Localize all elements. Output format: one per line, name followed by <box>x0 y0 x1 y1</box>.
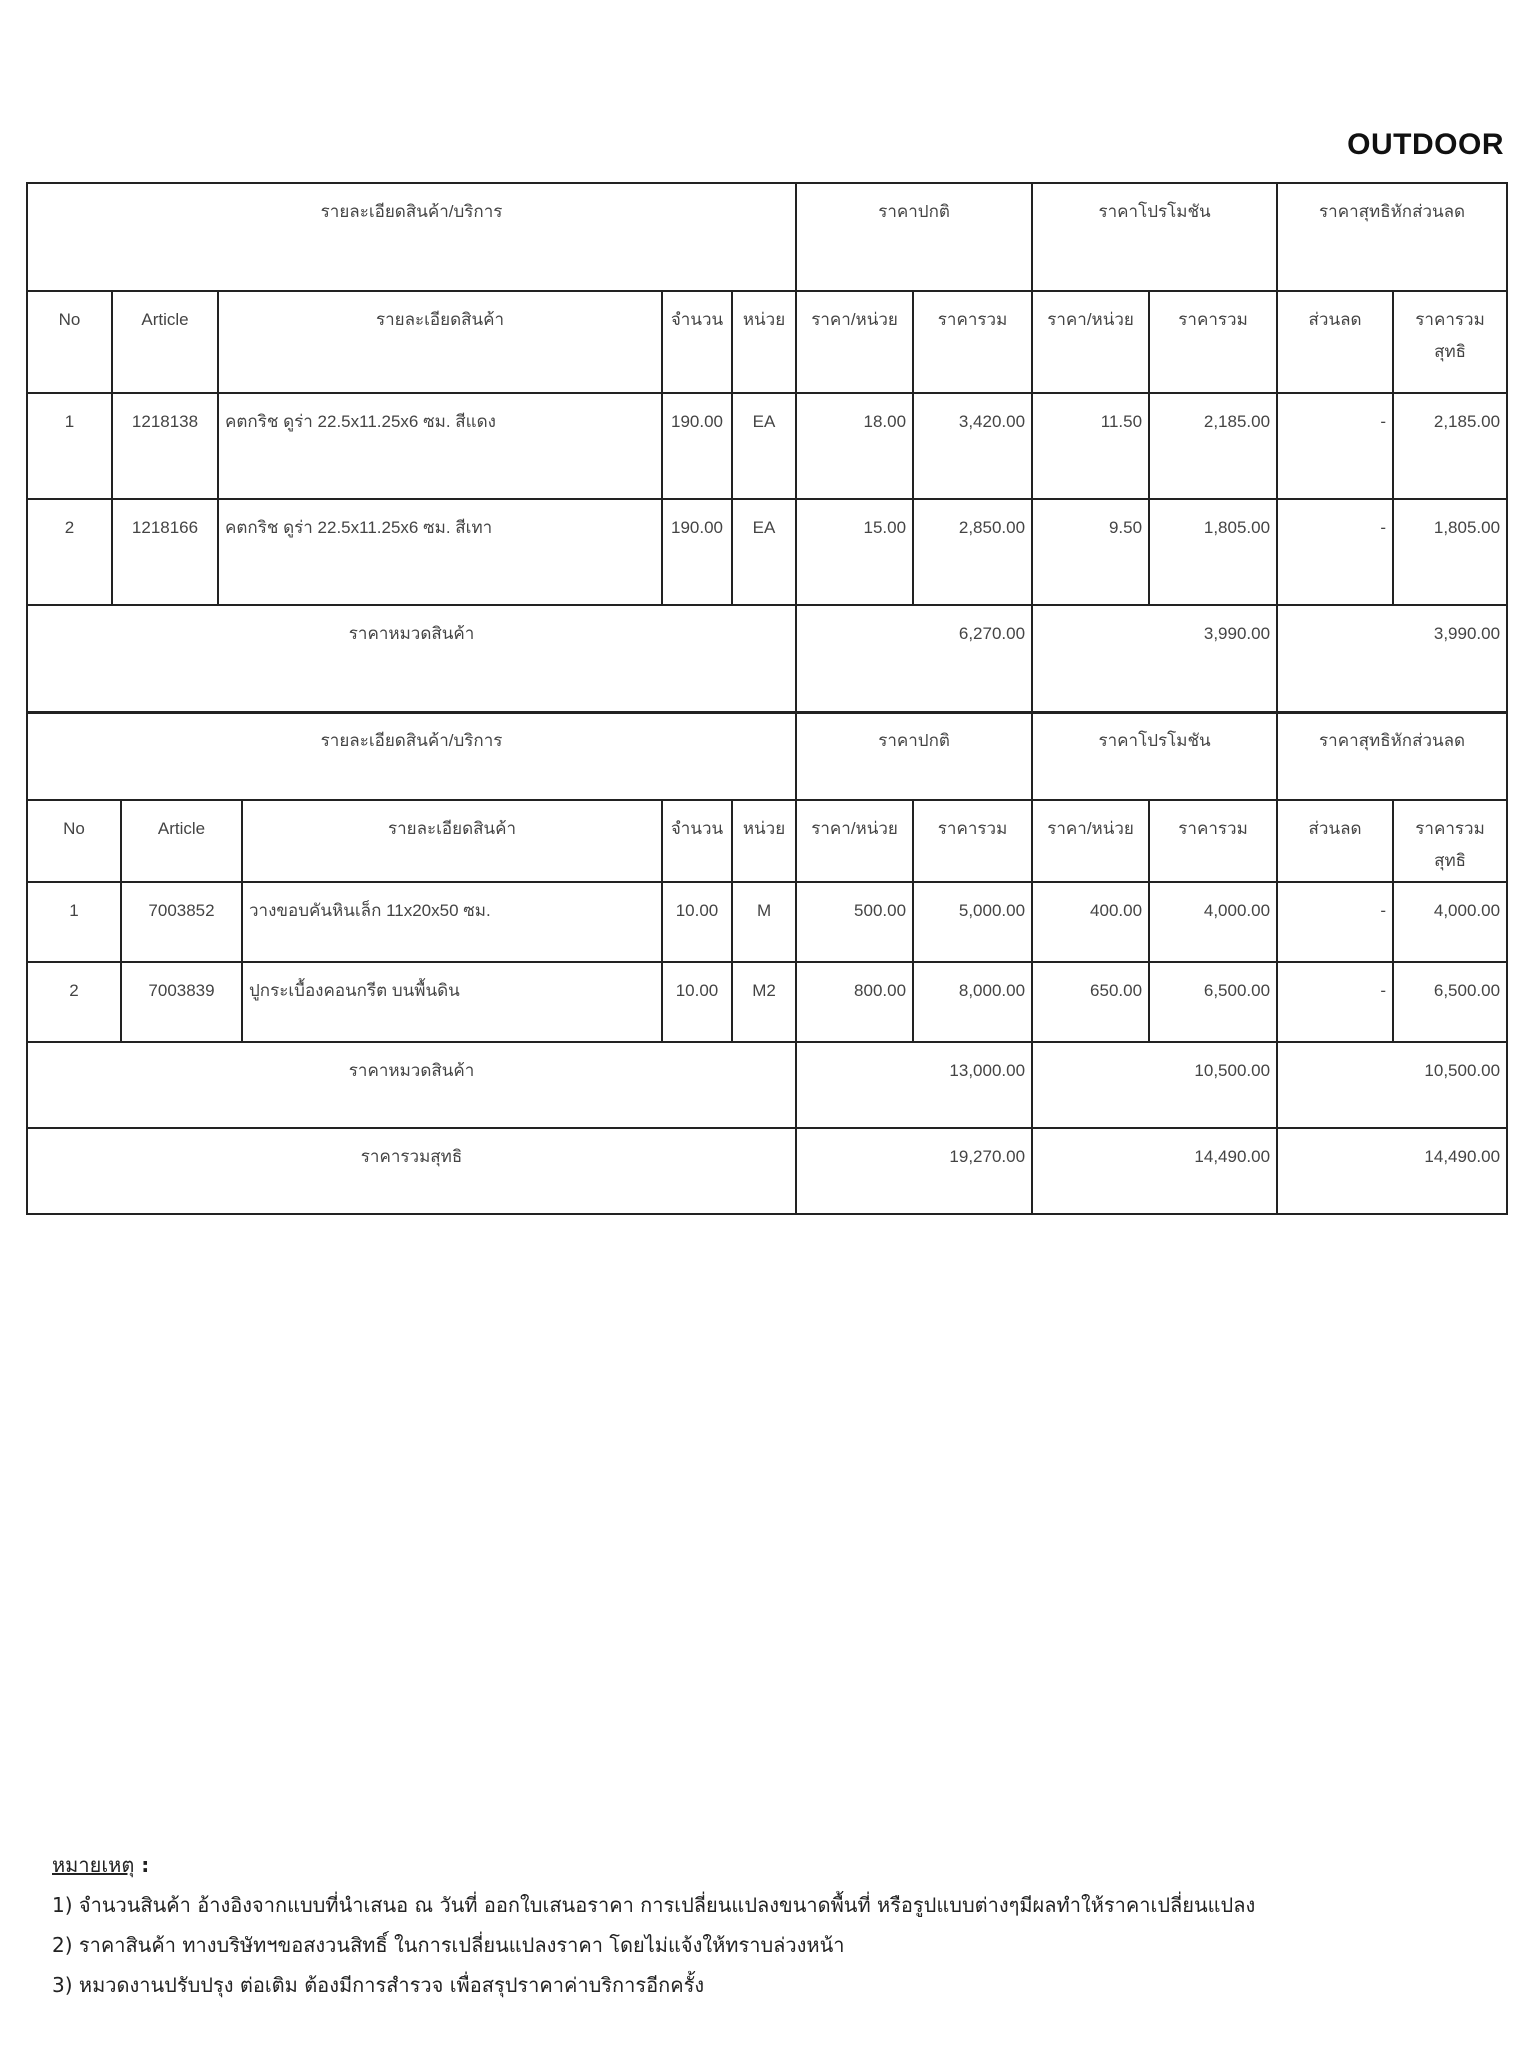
cell-qty: 10.00 <box>662 962 732 1042</box>
cell-qty: 10.00 <box>662 882 732 962</box>
cell-article: 7003852 <box>121 882 242 962</box>
col-header-discount: ส่วนลด <box>1277 800 1393 882</box>
section-header-row <box>27 183 1507 291</box>
subtotal-net: 3,990.00 <box>1277 605 1507 713</box>
grand-total-promo: 14,490.00 <box>1032 1128 1277 1214</box>
cell-promo-total: 2,185.00 <box>1149 393 1277 499</box>
col-header-promo-total: ราคารวม <box>1149 291 1277 393</box>
cell-unit: EA <box>732 393 796 499</box>
cell-no: 2 <box>27 962 121 1042</box>
col-header-promo-unit-price: ราคา/หน่วย <box>1032 800 1149 882</box>
col-header-unit-price: ราคา/หน่วย <box>796 800 913 882</box>
notes-heading <box>52 1845 1492 1885</box>
cell-promo-unit-price: 9.50 <box>1032 499 1149 605</box>
col-header-qty: จำนวน <box>662 800 732 882</box>
sec-header-details: รายละเอียดสินค้า/บริการ <box>27 183 796 291</box>
sec-header-details: รายละเอียดสินค้า/บริการ <box>27 712 796 800</box>
cell-description: คตกริช ดูร่า 22.5x11.25x6 ซม. สีแดง <box>218 393 662 499</box>
notes-heading-text: หมายเหตุ <box>52 1853 135 1877</box>
cell-discount: - <box>1277 393 1393 499</box>
cell-promo-unit-price: 400.00 <box>1032 882 1149 962</box>
subtotal-label: ราคาหมวดสินค้า <box>27 1042 796 1128</box>
col-header-total: ราคารวม <box>913 800 1032 882</box>
table-row <box>27 962 1507 1042</box>
grand-total-net: 14,490.00 <box>1277 1128 1507 1214</box>
col-header-article: Article <box>112 291 218 393</box>
col-header-net-total: ราคารวมสุทธิ <box>1393 800 1507 882</box>
cell-unit: M <box>732 882 796 962</box>
cell-no: 2 <box>27 499 112 605</box>
col-header-net-total: ราคารวมสุทธิ <box>1393 291 1507 393</box>
cell-unit: M2 <box>732 962 796 1042</box>
quotation-table-1 <box>26 182 1506 714</box>
column-header-row <box>27 291 1507 393</box>
col-header-total: ราคารวม <box>913 291 1032 393</box>
subtotal-row <box>27 605 1507 713</box>
note-line-2: 2) ราคาสินค้า ทางบริษัทฯขอสงวนสิทธิ์ ในการเปลี่ยนแปลงราคา โดยไม่แจ้งให้ทราบล่วงหน้า <box>52 1933 845 1957</box>
cell-promo-total: 1,805.00 <box>1149 499 1277 605</box>
subtotal-promo: 3,990.00 <box>1032 605 1277 713</box>
cell-net-total: 1,805.00 <box>1393 499 1507 605</box>
cell-no: 1 <box>27 393 112 499</box>
column-header-row <box>27 800 1507 882</box>
cell-promo-total: 6,500.00 <box>1149 962 1277 1042</box>
col-header-article: Article <box>121 800 242 882</box>
document-title: OUTDOOR <box>1347 128 1504 161</box>
cell-discount: - <box>1277 962 1393 1042</box>
cell-total: 5,000.00 <box>913 882 1032 962</box>
cell-promo-unit-price: 11.50 <box>1032 393 1149 499</box>
sec-header-net-price: ราคาสุทธิหักส่วนลด <box>1277 712 1507 800</box>
col-header-unit-price: ราคา/หน่วย <box>796 291 913 393</box>
cell-unit-price: 18.00 <box>796 393 913 499</box>
sec-header-net-price: ราคาสุทธิหักส่วนลด <box>1277 183 1507 291</box>
col-header-description: รายละเอียดสินค้า <box>242 800 662 882</box>
subtotal-normal: 13,000.00 <box>796 1042 1032 1128</box>
cell-net-total: 6,500.00 <box>1393 962 1507 1042</box>
cell-net-total: 4,000.00 <box>1393 882 1507 962</box>
cell-total: 3,420.00 <box>913 393 1032 499</box>
subtotal-row <box>27 1042 1507 1128</box>
cell-unit: EA <box>732 499 796 605</box>
cell-qty: 190.00 <box>662 393 732 499</box>
sec-header-promo-price: ราคาโปรโมชัน <box>1032 712 1277 800</box>
cell-net-total: 2,185.00 <box>1393 393 1507 499</box>
col-header-no: No <box>27 291 112 393</box>
note-line-1: 1) จำนวนสินค้า อ้างอิงจากแบบที่นำเสนอ ณ วันที่ ออกใบเสนอราคา การเปลี่ยนแปลงขนาดพื้นที่ หรือรูปแบบต่างๆมีผลทำให้ราคาเปลี่ยนแปลง <box>52 1893 1256 1917</box>
sec-header-normal-price: ราคาปกติ <box>796 183 1032 291</box>
col-header-unit: หน่วย <box>732 800 796 882</box>
cell-article: 1218138 <box>112 393 218 499</box>
grand-total-row <box>27 1128 1507 1214</box>
col-header-discount: ส่วนลด <box>1277 291 1393 393</box>
grand-total-label: ราคารวมสุทธิ <box>27 1128 796 1214</box>
quotation-table-2 <box>26 711 1506 1215</box>
col-header-qty: จำนวน <box>662 291 732 393</box>
cell-discount: - <box>1277 882 1393 962</box>
sec-header-promo-price: ราคาโปรโมชัน <box>1032 183 1277 291</box>
note-line-3: 3) หมวดงานปรับปรุง ต่อเติม ต้องมีการสำรวจ เพื่อสรุปราคาค่าบริการอีกครั้ง <box>52 1973 705 1997</box>
table-row <box>27 499 1507 605</box>
table-row <box>27 393 1507 499</box>
cell-unit-price: 500.00 <box>796 882 913 962</box>
cell-unit-price: 15.00 <box>796 499 913 605</box>
cell-qty: 190.00 <box>662 499 732 605</box>
cell-promo-total: 4,000.00 <box>1149 882 1277 962</box>
cell-total: 8,000.00 <box>913 962 1032 1042</box>
cell-no: 1 <box>27 882 121 962</box>
table-row <box>27 882 1507 962</box>
notes-section <box>52 1845 1492 2005</box>
sec-header-normal-price: ราคาปกติ <box>796 712 1032 800</box>
subtotal-net: 10,500.00 <box>1277 1042 1507 1128</box>
cell-description: คตกริช ดูร่า 22.5x11.25x6 ซม. สีเทา <box>218 499 662 605</box>
cell-description: ปูกระเบื้องคอนกรีต บนพื้นดิน <box>242 962 662 1042</box>
col-header-promo-unit-price: ราคา/หน่วย <box>1032 291 1149 393</box>
col-header-no: No <box>27 800 121 882</box>
col-header-unit: หน่วย <box>732 291 796 393</box>
notes-heading-colon: : <box>134 1853 150 1877</box>
col-header-promo-total: ราคารวม <box>1149 800 1277 882</box>
section-header-row <box>27 712 1507 800</box>
cell-article: 1218166 <box>112 499 218 605</box>
subtotal-promo: 10,500.00 <box>1032 1042 1277 1128</box>
cell-total: 2,850.00 <box>913 499 1032 605</box>
subtotal-normal: 6,270.00 <box>796 605 1032 713</box>
cell-article: 7003839 <box>121 962 242 1042</box>
cell-discount: - <box>1277 499 1393 605</box>
grand-total-normal: 19,270.00 <box>796 1128 1032 1214</box>
cell-promo-unit-price: 650.00 <box>1032 962 1149 1042</box>
subtotal-label: ราคาหมวดสินค้า <box>27 605 796 713</box>
cell-description: วางขอบคันหินเล็ก 11x20x50 ซม. <box>242 882 662 962</box>
cell-unit-price: 800.00 <box>796 962 913 1042</box>
col-header-description: รายละเอียดสินค้า <box>218 291 662 393</box>
